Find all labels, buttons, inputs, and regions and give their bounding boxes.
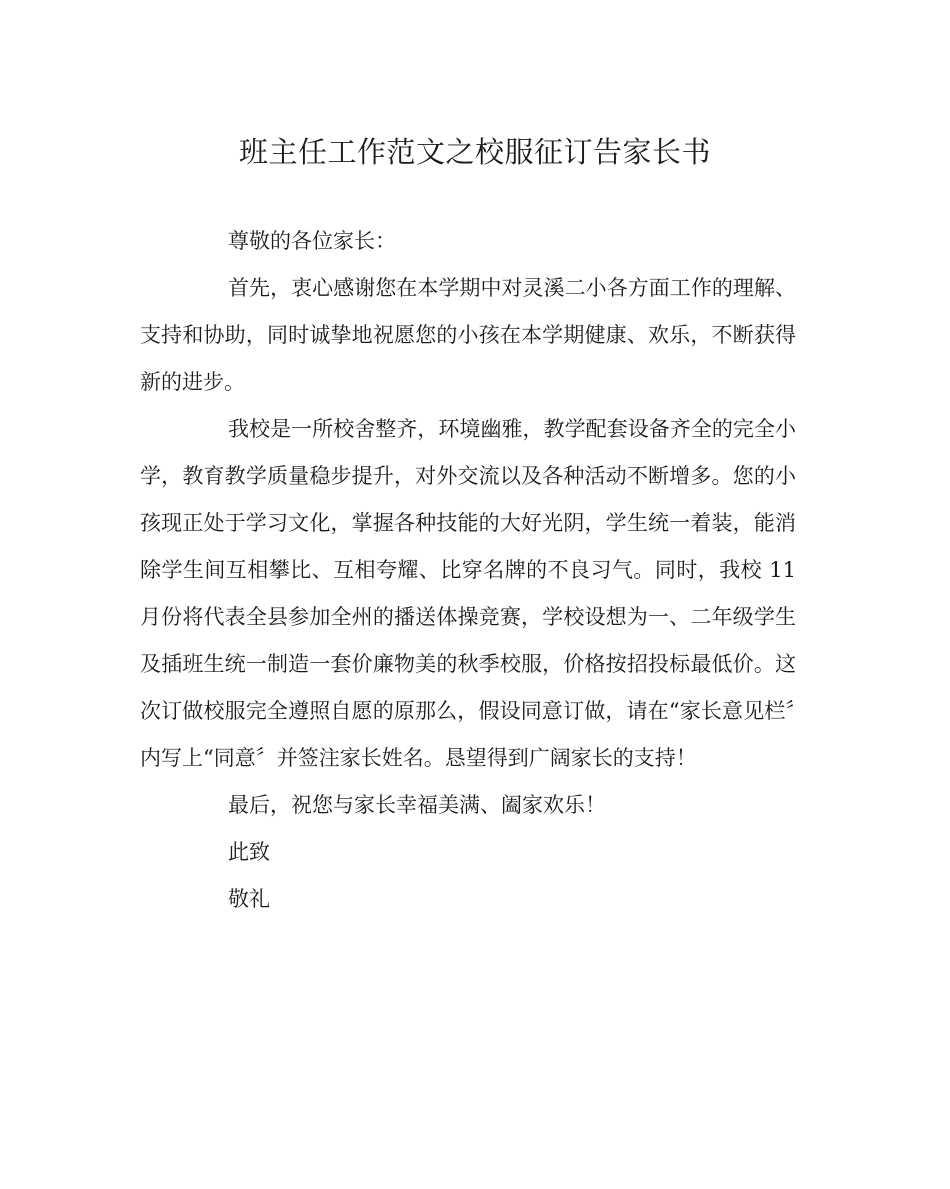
paragraph-intro: 首先，衷心感谢您在本学期中对灵溪二小各方面工作的理解、支持和协助，同时诚挚地祝愿您的小孩在本学期健康、欢乐，不断获得新的进步。 [140,276,796,394]
paragraph-main: 我校是一所校舍整齐，环境幽雅，教学配套设备齐全的完全小学，教育教学质量稳步提升，对外交流以及各种活动不断增多。您的小孩现正处于学习文化，掌握各种技能的大好光阴，学生统一着装，能消除学生间互相攀比、互相夸耀、比穿名牌的不良习气。同时，我校 11 月份将代表全县参加全州的播送体操竞赛，学校设想为一、二年级学生及插班生统一制造一套价廉物美的秋季校服，价格按招投标最低价。这次订做校服完全遵照自愿的原那么，假设同意订做，请在“家长意见栏〞内写上“同意〞并签注家长姓名。恳望得到广阔家长的支持！ [140,417,796,770]
closing-line-2: 敬礼 [228,887,270,911]
document-title: 班主任工作范文之校服征订告家长书 [238,135,711,169]
salutation: 尊敬的各位家长： [228,229,396,253]
document-body [140,218,796,923]
paragraph-closing-wish: 最后，祝您与家长幸福美满、阖家欢乐！ [228,793,606,817]
closing-line-1: 此致 [228,840,270,864]
